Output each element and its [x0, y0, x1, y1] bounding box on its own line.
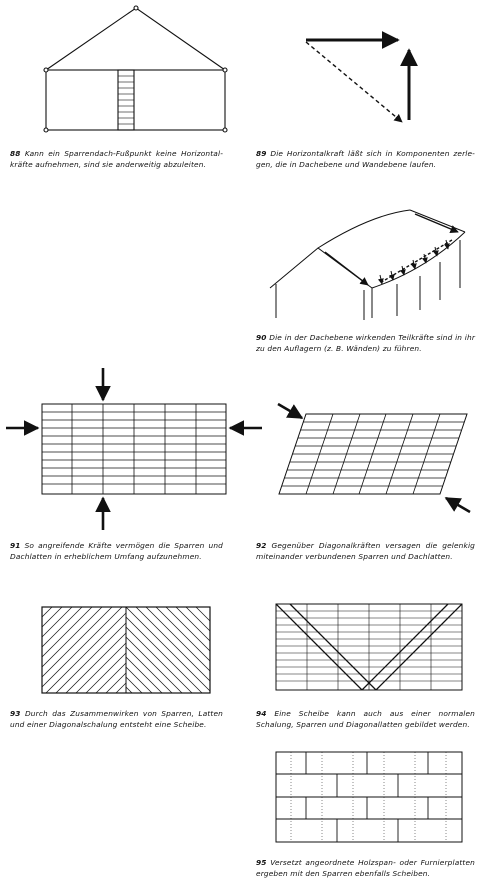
- caption-93-number: 93: [10, 709, 21, 718]
- caption-95: [256, 858, 475, 880]
- caption-90-text: Die in der Dachebene wirkenden Teilkräfte sind in ihr zu den Auflagern (z. B. Wänden) zu führen.: [256, 333, 476, 353]
- figure-95-staggered-panels: [276, 752, 462, 842]
- caption-94-text: Eine Scheibe kann auch aus einer normalen Schalung, Sparren und Diagonallatten gebildet werden.: [256, 709, 476, 729]
- caption-89-text: Die Horizontalkraft läßt sich in Komponenten zerle-gen, die in Dachebene und Wandebene laufen.: [256, 149, 475, 169]
- caption-89: [256, 149, 475, 171]
- caption-92-number: 92: [256, 541, 267, 550]
- figure-91-grid: [6, 368, 262, 530]
- caption-92: [256, 541, 475, 563]
- figure-88-house: [44, 6, 227, 132]
- caption-90-number: 90: [256, 333, 267, 342]
- caption-93: [10, 709, 223, 731]
- figure-94-diagonal-battens: [276, 604, 462, 690]
- figure-93-diagonal-boarding: [42, 607, 210, 693]
- caption-95-text: Versetzt angeordnete Holzspan- oder Furnierplatten ergeben mit den Sparren ebenfalls Scheiben.: [256, 858, 476, 878]
- caption-88: [10, 149, 223, 171]
- caption-91: [10, 541, 223, 563]
- caption-91-number: 91: [10, 541, 21, 550]
- caption-88-number: 88: [10, 149, 21, 158]
- figure-89-force-components: [306, 40, 409, 122]
- caption-88-text: Kann ein Sparrendach-Fußpunkt keine Horizontal-kräfte aufnehmen, sind sie anderweitig abzuleiten.: [10, 149, 224, 169]
- caption-94: [256, 709, 475, 731]
- figure-92-sheared-grid: [278, 404, 470, 512]
- caption-91-text: So angreifende Kräfte vermögen die Sparren und Dachlatten in erheblichem Umfang aufzunehmen.: [10, 541, 223, 561]
- figure-90-roof-perspective: [270, 210, 465, 320]
- caption-94-number: 94: [256, 709, 267, 718]
- caption-90: [256, 333, 475, 355]
- caption-95-number: 95: [256, 858, 267, 867]
- caption-93-text: Durch das Zusammenwirken von Sparren, Latten und einer Diagonalschalung entsteht eine Scheibe.: [10, 709, 224, 729]
- caption-89-number: 89: [256, 149, 267, 158]
- caption-92-text: Gegenüber Diagonalkräften versagen die gelenkig miteinander verbundenen Sparren und Dachlatten.: [256, 541, 475, 561]
